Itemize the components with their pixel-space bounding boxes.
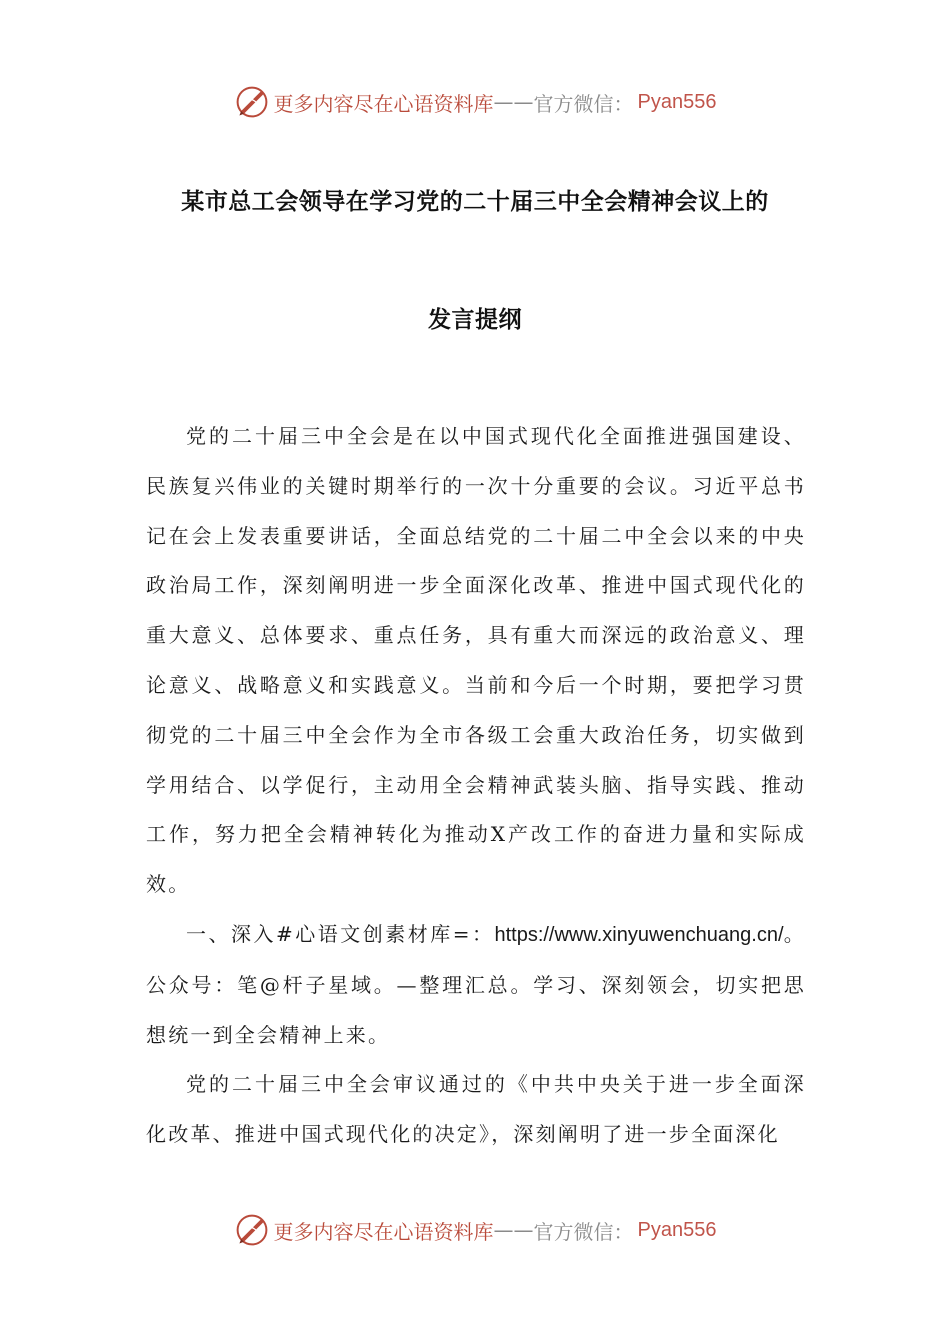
document-title-line1: 某市总工会领导在学习党的二十届三中全会精神会议上的	[181, 189, 769, 215]
document-title-line2: 发言提纲	[428, 307, 522, 333]
footer-watermark	[0, 1210, 950, 1250]
pen-logo-icon	[234, 1212, 270, 1248]
section-one-prefix: 一、深入#心语文创素材库=：	[186, 921, 495, 946]
watermark-separator: ——	[493, 1218, 534, 1242]
watermark-main-text: 更多内容尽在心语资料库	[273, 1219, 494, 1244]
watermark-wechat-id: Pyan556	[637, 1218, 717, 1241]
watermark-wechat-label: 官方微信：	[533, 91, 634, 116]
document-body	[146, 412, 806, 1160]
watermark-separator: ——	[493, 90, 534, 114]
header-watermark	[0, 82, 950, 122]
paragraph-intro: 党的二十届三中全会是在以中国式现代化全面推进强国建设、民族复兴伟业的关键时期举行的一次十分重要的会议。习近平总书记在会上发表重要讲话，全面总结党的二十届二中全会以来的中央政治局工作，深刻阐明进一步全面深化改革、推进中国式现代化的重大意义、总体要求、重点任务，具有重大而深远的政治意义、理论意义、战略意义和实践意义。当前和今后一个时期，要把学习贯彻党的二十届三中全会作为全市各级工会重大政治任务，切实做到学用结合、以学促行，主动用全会精神武装头脑、指导实践、推动工作，努力把全会精神转化为推动X产改工作的奋进力量和实际成效。	[146, 424, 806, 897]
section-one-suffix: 。公众号：笔@杆子星域。—整理汇总。学习、深刻领会，切实把思想统一到全会精神上来。	[146, 921, 806, 1047]
paragraph-section-one	[146, 910, 806, 1060]
watermark-main-text: 更多内容尽在心语资料库	[273, 91, 494, 116]
pen-logo-icon	[234, 84, 270, 120]
watermark-wechat-id: Pyan556	[637, 90, 717, 113]
paragraph-decision: 党的二十届三中全会审议通过的《中共中央关于进一步全面深化改革、推进中国式现代化的决定》，深刻阐明了进一步全面深化	[146, 1072, 806, 1147]
watermark-wechat-label: 官方微信：	[533, 1219, 634, 1244]
website-link[interactable]: https://www.xinyuwenchuang.cn/	[494, 923, 784, 946]
